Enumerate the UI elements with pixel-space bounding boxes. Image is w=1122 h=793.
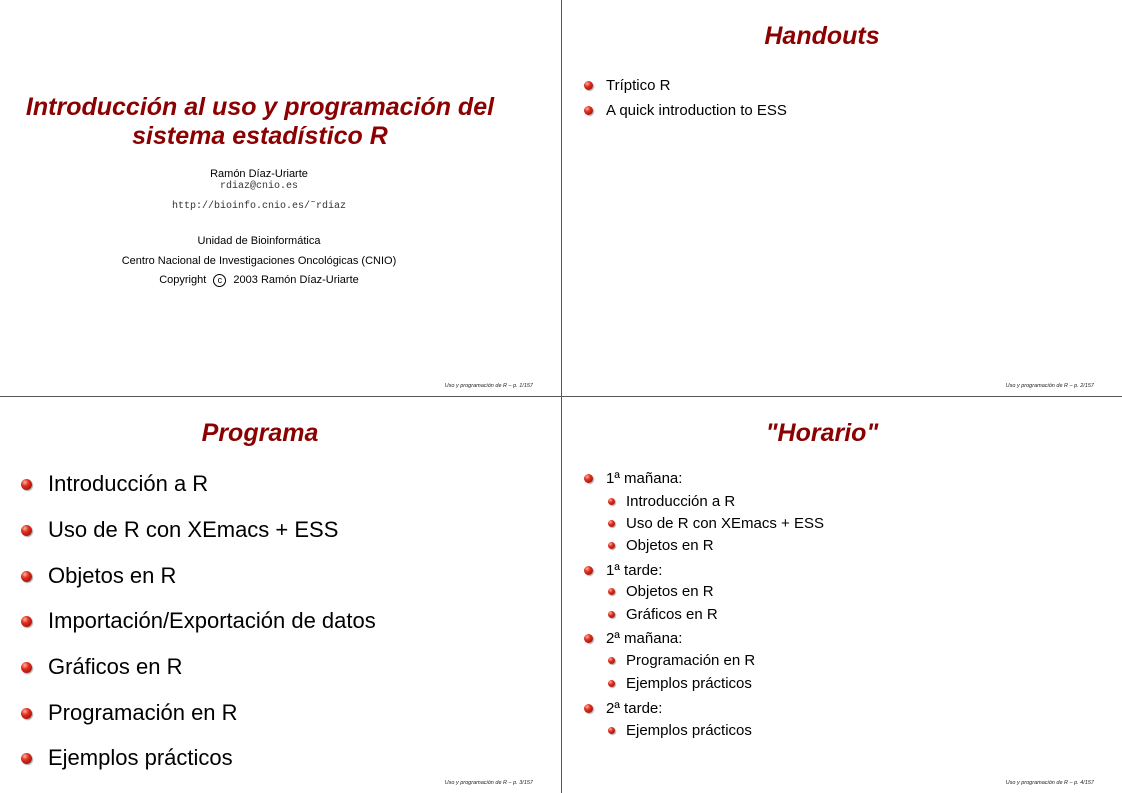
slide-3-footer: Uso y programación de R – p. 3/157 — [444, 780, 533, 786]
list-item — [608, 537, 714, 554]
bullet-icon — [21, 662, 32, 673]
list-item — [608, 675, 752, 692]
copyright-icon: c — [213, 274, 226, 287]
list-item — [21, 563, 176, 589]
slide-2 — [562, 0, 1122, 397]
bullet-icon — [608, 520, 615, 527]
list-item-text: Uso de R con XEmacs + ESS — [48, 517, 339, 542]
list-item — [584, 630, 682, 647]
list-item — [21, 654, 183, 680]
list-item-text: Objetos en R — [626, 537, 714, 554]
slide-1-title — [0, 93, 520, 151]
bullet-icon — [21, 571, 32, 582]
list-item — [584, 102, 787, 119]
bullet-icon — [584, 704, 593, 713]
bullet-icon — [21, 479, 32, 490]
bullet-icon — [608, 727, 615, 734]
bullet-icon — [584, 474, 593, 483]
list-item-text: A quick introduction to ESS — [606, 102, 787, 119]
list-item-text: Tríptico R — [606, 77, 671, 94]
slide-2-title: Handouts — [764, 22, 880, 50]
list-item-text: Programación en R — [48, 700, 238, 725]
list-item-text: Introducción a R — [626, 493, 736, 510]
bullet-icon — [584, 81, 593, 90]
bullet-icon — [21, 753, 32, 764]
list-item-text: Objetos en R — [626, 583, 714, 600]
list-item-text: Objetos en R — [48, 563, 177, 588]
list-item-text: 1ª mañana: — [606, 470, 683, 487]
bullet-icon — [21, 525, 32, 536]
list-item-text: Introducción a R — [48, 471, 209, 496]
list-item-text: 2ª tarde: — [606, 700, 663, 717]
slide-4-title: "Horario" — [765, 419, 879, 447]
bullet-icon — [21, 708, 32, 719]
list-item — [608, 606, 718, 623]
title-line-2: sistema estadístico R — [132, 122, 388, 150]
list-item — [608, 652, 755, 669]
slide-2-footer: Uso y programación de R – p. 2/157 — [1005, 383, 1094, 389]
author-name: Ramón Díaz-Uriarte — [210, 168, 308, 180]
bullet-icon — [584, 566, 593, 575]
bullet-icon — [608, 498, 615, 505]
list-item — [584, 700, 662, 717]
list-item — [608, 583, 714, 600]
slide-1-footer: Uso y programación de R – p. 1/157 — [444, 383, 533, 389]
list-item — [608, 515, 824, 532]
slide-4-footer: Uso y programación de R – p. 4/157 — [1005, 780, 1094, 786]
bullet-icon — [608, 611, 615, 618]
list-item-text: Programación en R — [626, 652, 756, 669]
bullet-icon — [584, 106, 593, 115]
slide-3-title: Programa — [201, 419, 319, 447]
list-item — [21, 471, 208, 497]
copyright-text: 2003 Ramón Díaz-Uriarte — [233, 274, 359, 286]
list-item — [21, 745, 233, 771]
bullet-icon — [21, 616, 32, 627]
list-item — [584, 470, 682, 487]
list-item — [21, 608, 376, 634]
list-item — [608, 722, 752, 739]
bullet-icon — [608, 542, 615, 549]
center-name: Centro Nacional de Investigaciones Oncológicas (CNIO) — [121, 255, 397, 267]
list-item — [584, 77, 670, 94]
list-item-text: Ejemplos prácticos — [626, 675, 752, 692]
unit-name: Unidad de Bioinformática — [197, 235, 321, 247]
bullet-icon — [608, 588, 615, 595]
list-item-text: 2ª mañana: — [606, 630, 683, 647]
title-line-1: Introducción al uso y programación del — [25, 93, 495, 121]
list-item-text: Ejemplos prácticos — [626, 722, 752, 739]
bullet-icon — [608, 680, 615, 687]
author-email: rdiaz@cnio.es — [219, 181, 298, 192]
bullet-icon — [608, 657, 615, 664]
list-item — [584, 562, 662, 579]
copyright-line — [0, 274, 518, 287]
list-item-text: Importación/Exportación de datos — [48, 608, 376, 633]
author-url: http://bioinfo.cnio.es/˜rdiaz — [171, 201, 347, 212]
list-item — [21, 700, 238, 726]
list-item-text: Uso de R con XEmacs + ESS — [626, 515, 825, 532]
list-item-text: Gráficos en R — [626, 606, 718, 623]
slide-4 — [562, 397, 1122, 793]
list-item-text: 1ª tarde: — [606, 562, 663, 579]
list-item — [21, 517, 338, 543]
copyright-label: Copyright — [159, 274, 207, 286]
slide-1 — [0, 0, 562, 397]
list-item-text: Gráficos en R — [48, 654, 183, 679]
list-item — [608, 493, 735, 510]
bullet-icon — [584, 634, 593, 643]
list-item-text: Ejemplos prácticos — [48, 745, 233, 770]
slide-3 — [0, 397, 562, 793]
